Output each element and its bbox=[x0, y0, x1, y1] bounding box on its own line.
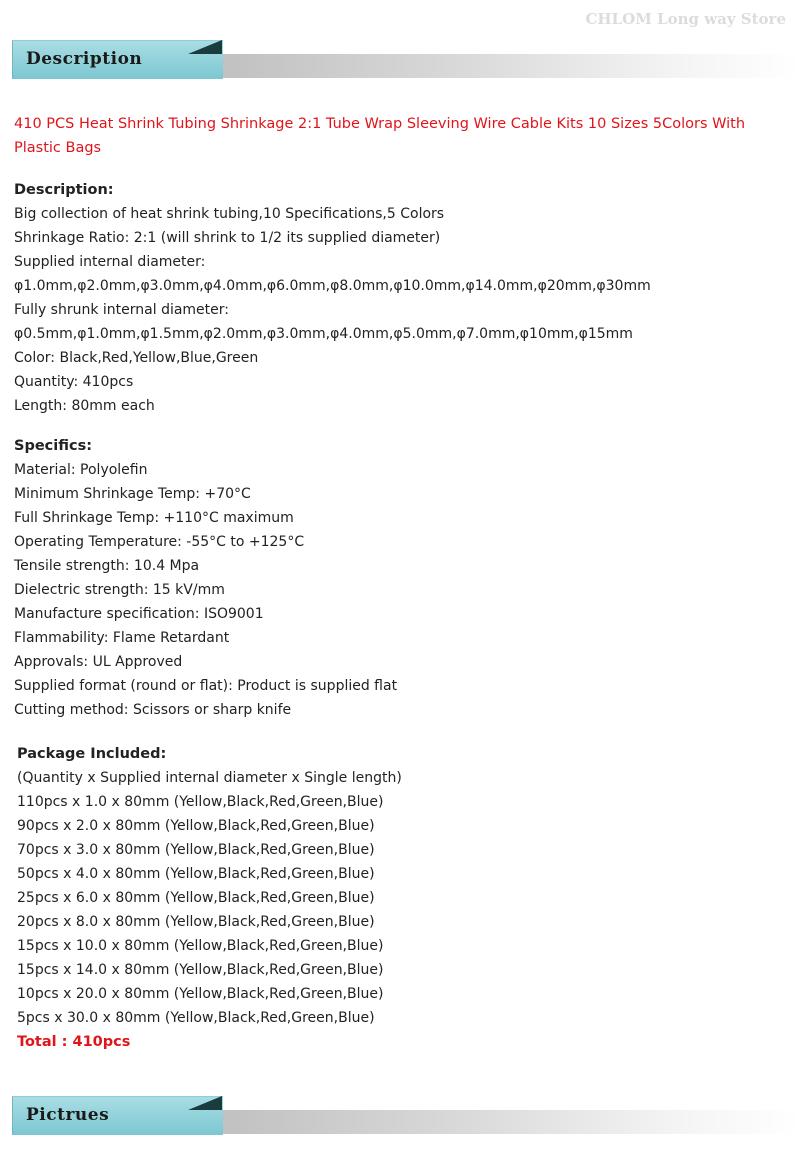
description-list bbox=[14, 202, 784, 418]
banner-corner bbox=[188, 40, 222, 54]
package-heading: Package Included: bbox=[17, 746, 167, 762]
specifics-line: Manufacture specification: ISO9001 bbox=[14, 606, 264, 622]
specifics-line: Supplied format (round or flat): Product is supplied flat bbox=[14, 678, 398, 694]
package-line: 15pcs x 14.0 x 80mm (Yellow,Black,Red,Green,Blue) bbox=[17, 962, 384, 978]
description-banner bbox=[12, 40, 800, 80]
specifics-line: Full Shrinkage Temp: +110°C maximum bbox=[14, 510, 294, 526]
banner-gradient bbox=[182, 54, 800, 78]
package-line: 10pcs x 20.0 x 80mm (Yellow,Black,Red,Green,Blue) bbox=[17, 986, 384, 1002]
package-line: 70pcs x 3.0 x 80mm (Yellow,Black,Red,Green,Blue) bbox=[17, 842, 375, 858]
specifics-line: Material: Polyolefin bbox=[14, 462, 148, 478]
specifics-line: Operating Temperature: -55°C to +125°C bbox=[14, 534, 305, 550]
package-section bbox=[14, 742, 784, 1054]
package-line: 50pcs x 4.0 x 80mm (Yellow,Black,Red,Green,Blue) bbox=[17, 866, 375, 882]
description-line: Fully shrunk internal diameter: bbox=[14, 302, 230, 318]
specifics-line: Dielectric strength: 15 kV/mm bbox=[14, 582, 225, 598]
pictures-banner bbox=[12, 1096, 800, 1136]
package-line: 15pcs x 10.0 x 80mm (Yellow,Black,Red,Green,Blue) bbox=[17, 938, 384, 954]
description-line: Length: 80mm each bbox=[14, 398, 155, 414]
description-line: φ1.0mm,φ2.0mm,φ3.0mm,φ4.0mm,φ6.0mm,φ8.0mm,φ10.0mm,φ14.0mm,φ20mm,φ30mm bbox=[14, 278, 651, 294]
specifics-line: Tensile strength: 10.4 Mpa bbox=[14, 558, 200, 574]
description-line: Supplied internal diameter: bbox=[14, 254, 206, 270]
description-line: Quantity: 410pcs bbox=[14, 374, 134, 390]
banner-corner bbox=[188, 1096, 222, 1110]
package-line: 90pcs x 2.0 x 80mm (Yellow,Black,Red,Green,Blue) bbox=[17, 818, 375, 834]
store-watermark: CHLOM Long way Store bbox=[585, 10, 786, 28]
specifics-line: Cutting method: Scissors or sharp knife bbox=[14, 702, 292, 718]
package-line: 20pcs x 8.0 x 80mm (Yellow,Black,Red,Green,Blue) bbox=[17, 914, 375, 930]
specifics-line: Minimum Shrinkage Temp: +70°C bbox=[14, 486, 251, 502]
specifics-heading: Specifics: bbox=[14, 438, 92, 454]
package-line: 110pcs x 1.0 x 80mm (Yellow,Black,Red,Green,Blue) bbox=[17, 794, 384, 810]
description-heading: Description: bbox=[14, 182, 114, 198]
description-line: Big collection of heat shrink tubing,10 Specifications,5 Colors bbox=[14, 206, 445, 222]
banner-title: Pictrues bbox=[26, 1105, 110, 1125]
description-line: Shrinkage Ratio: 2:1 (will shrink to 1/2 its supplied diameter) bbox=[14, 230, 441, 246]
specifics-list bbox=[14, 458, 784, 722]
package-line: 5pcs x 30.0 x 80mm (Yellow,Black,Red,Green,Blue) bbox=[17, 1010, 375, 1026]
package-line: (Quantity x Supplied internal diameter x Single length) bbox=[17, 770, 402, 786]
product-title: 410 PCS Heat Shrink Tubing Shrinkage 2:1 Tube Wrap Sleeving Wire Cable Kits 10 Sizes 5Colors With Plastic Bags bbox=[14, 116, 746, 156]
package-total: Total : 410pcs bbox=[17, 1034, 131, 1050]
specifics-line: Approvals: UL Approved bbox=[14, 654, 183, 670]
package-line: 25pcs x 6.0 x 80mm (Yellow,Black,Red,Green,Blue) bbox=[17, 890, 375, 906]
description-line: φ0.5mm,φ1.0mm,φ1.5mm,φ2.0mm,φ3.0mm,φ4.0mm,φ5.0mm,φ7.0mm,φ10mm,φ15mm bbox=[14, 326, 633, 342]
banner-title: Description bbox=[26, 49, 143, 69]
description-line: Color: Black,Red,Yellow,Blue,Green bbox=[14, 350, 259, 366]
specifics-line: Flammability: Flame Retardant bbox=[14, 630, 230, 646]
product-description bbox=[14, 112, 784, 1054]
banner-gradient bbox=[182, 1110, 800, 1134]
